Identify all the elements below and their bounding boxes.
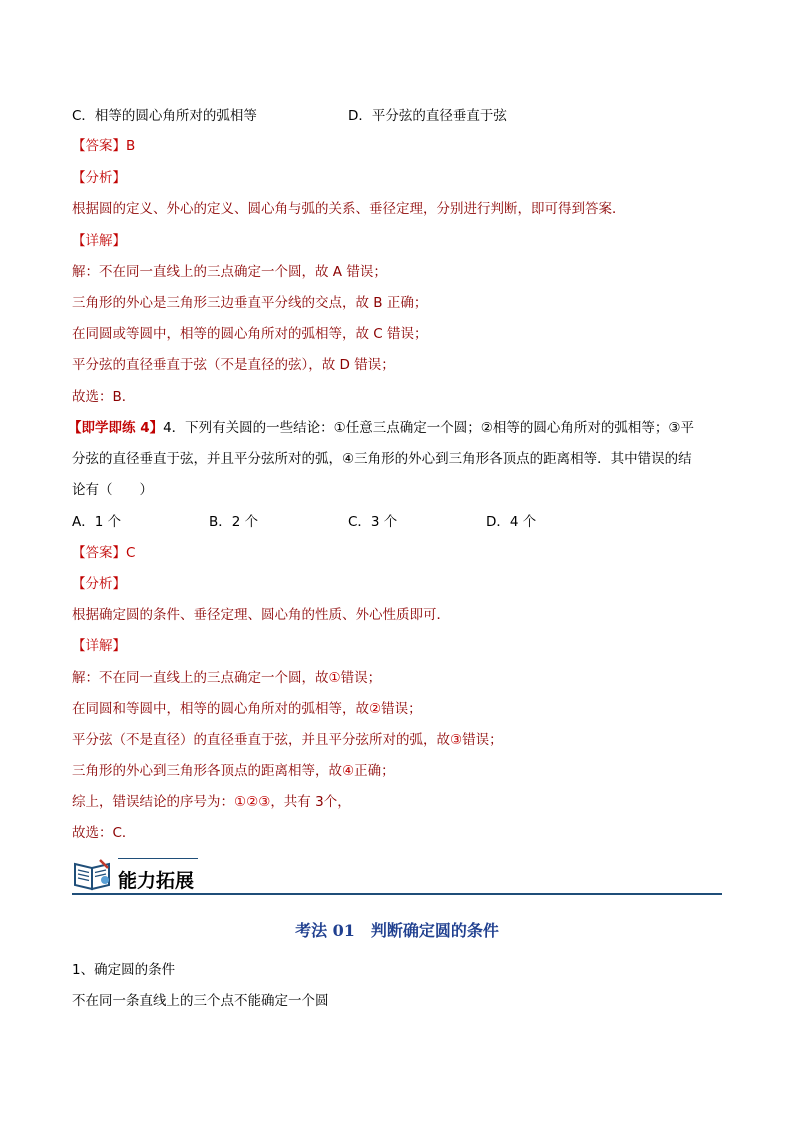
section-title: 能力拓展 [118, 870, 195, 892]
section-header-topline [118, 858, 198, 859]
detail-text: 错误； [381, 701, 422, 717]
detail-text: 平分弦（不是直径）的直径垂直于弦，并且平分弦所对的弧，故 [72, 732, 450, 748]
q4-detail-line: 故选：C． [72, 825, 136, 841]
circled-number: ③ [450, 732, 463, 748]
circled-number: ① [328, 670, 341, 686]
q4-detail-line [72, 728, 503, 748]
q4-detail-line [72, 666, 381, 686]
analysis-label: 【分析】 [72, 170, 126, 186]
q4-option-b: B．2 个 [209, 514, 259, 530]
item-heading: 1、确定圆的条件 [72, 962, 176, 978]
answer-value: B [126, 138, 136, 154]
option-c: C．相等的圆心角所对的弧相等 [72, 108, 257, 124]
q4-answer-line [72, 541, 135, 561]
detail-line: 故选：B． [72, 389, 136, 405]
detail-text: ，共有 3个， [270, 794, 351, 810]
detail-text: 正确； [354, 763, 395, 779]
circled-number: ④ [342, 763, 355, 779]
section-header-rule [72, 893, 722, 895]
detail-text: 在同圆和等圆中，相等的圆心角所对的弧相等，故 [72, 701, 369, 717]
q4-detail-line [72, 790, 351, 810]
answer-value: C [126, 545, 136, 561]
detail-line: 三角形的外心是三角形三边垂直平分线的交点，故 B 正确； [72, 295, 428, 311]
analysis-text: 根据圆的定义、外心的定义、圆心角与弧的关系、垂径定理，分别进行判断，即可得到答案． [72, 201, 626, 217]
q4-detail-line [72, 759, 395, 779]
option-d: D．平分弦的直径垂直于弦 [348, 108, 507, 124]
detail-text: 三角形的外心到三角形各顶点的距离相等，故 [72, 763, 342, 779]
q4-option-c: C．3 个 [348, 514, 398, 530]
detail-line: 解：不在同一直线上的三点确定一个圆，故 A 错误； [72, 264, 387, 280]
item-text: 不在同一条直线上的三个点不能确定一个圆 [72, 993, 329, 1009]
detail-line: 在同圆或等圆中，相等的圆心角所对的弧相等，故 C 错误； [72, 326, 428, 342]
detail-label: 【详解】 [72, 233, 126, 249]
q4-detail-line [72, 697, 422, 717]
q4-option-d: D．4 个 [486, 514, 537, 530]
q4-tag: 【即学即练 4】 [68, 420, 164, 436]
kaofa-title: 考法 01 判断确定圆的条件 [295, 921, 499, 940]
detail-text: 解：不在同一直线上的三点确定一个圆，故 [72, 670, 329, 686]
answer-label: 【答案】 [72, 138, 126, 154]
q4-stem-line-2: 分弦的直径垂直于弦，并且平分弦所对的弧，④三角形的外心到三角形各顶点的距离相等．其中错误的结 [72, 451, 692, 467]
q4-stem-line-3: 论有（ ） [72, 482, 153, 498]
detail-label: 【详解】 [72, 638, 126, 654]
analysis-text: 根据确定圆的条件、垂径定理、圆心角的性质、外心性质即可． [72, 607, 450, 623]
answer-label: 【答案】 [72, 545, 126, 561]
q4-stem-text: 4．下列有关圆的一些结论：①任意三点确定一个圆；②相等的圆心角所对的弧相等；③平 [163, 420, 694, 436]
detail-line: 平分弦的直径垂直于弦（不是直径的弦），故 D 错误； [72, 357, 395, 373]
circled-number: ② [369, 701, 382, 717]
detail-text: 综上，错误结论的序号为： [72, 794, 234, 810]
answer-line [72, 134, 135, 154]
q4-option-a: A．1 个 [72, 514, 122, 530]
circled-number: ①②③ [234, 794, 271, 810]
q4-stem-line-1 [68, 416, 694, 436]
detail-text: 错误； [340, 670, 382, 686]
detail-text: 错误； [462, 732, 503, 748]
book-icon [72, 858, 114, 896]
analysis-label: 【分析】 [72, 576, 126, 592]
